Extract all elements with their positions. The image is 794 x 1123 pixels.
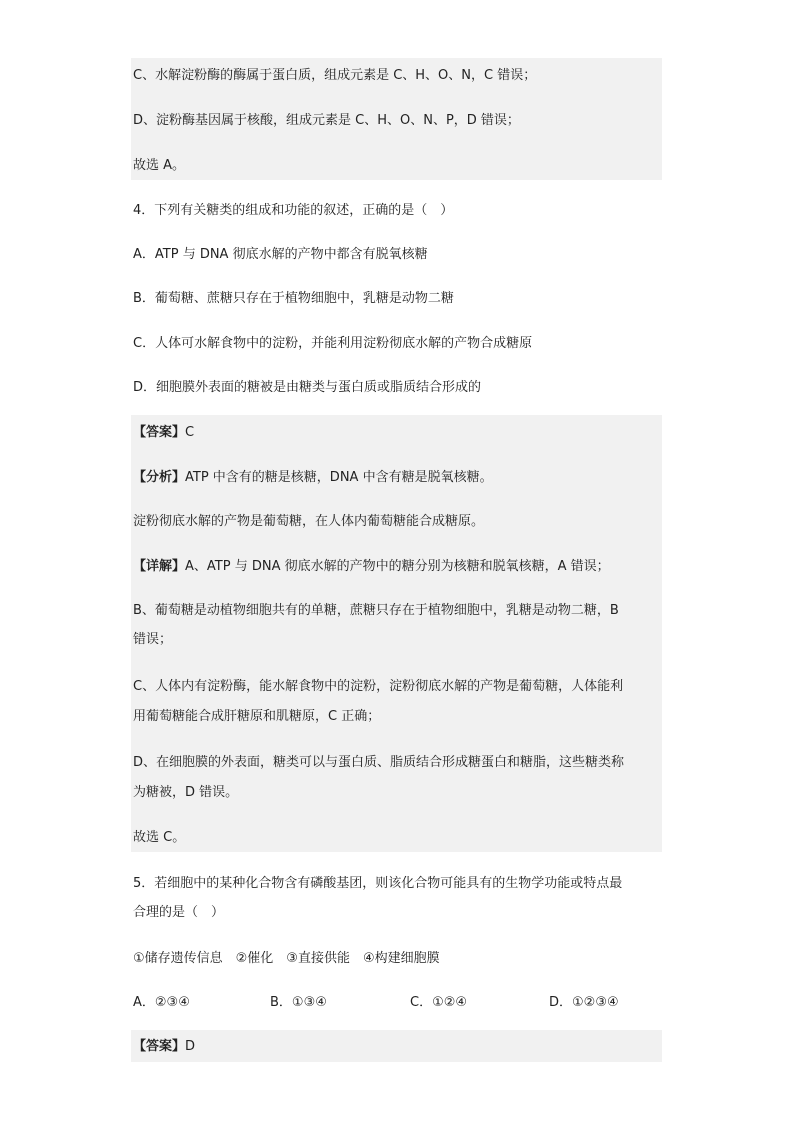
q4-analysis [133,469,493,487]
analysis-text: ATP 中含有的糖是核糖，DNA 中含有糖是脱氧核糖。 [185,470,493,485]
q4-answer [133,424,194,442]
answer-value: D [185,1039,196,1054]
q4-detail-d-line1: D、在细胞膜的外表面，糖类可以与蛋白质、脂质结合形成糖蛋白和糖脂，这些糖类称 [133,755,625,770]
q4-option-d: D．细胞膜外表面的糖被是由糖类与蛋白质或脂质结合形成的 [133,380,482,395]
q4-option-a: A．ATP 与 DNA 彻底水解的产物中都含有脱氧核糖 [133,247,428,262]
q4-option-c: C．人体可水解食物中的淀粉，并能利用淀粉彻底水解的产物合成糖原 [133,336,533,351]
q4-detail-a [133,558,610,576]
q4-option-b: B．葡萄糖、蔗糖只存在于植物细胞中，乳糖是动物二糖 [133,291,454,306]
q3-detail-d: D、淀粉酶基因属于核酸，组成元素是 C、H、O、N、P，D 错误； [133,113,520,128]
q3-conclusion: 故选 A。 [133,158,186,173]
q3-detail-c: C、水解淀粉酶的酶属于蛋白质，组成元素是 C、H、O、N，C 错误； [133,68,537,83]
q4-conclusion: 故选 C。 [133,830,186,845]
answer-tag: 【答案】 [133,425,186,440]
q4-analysis-2: 淀粉彻底水解的产物是葡萄糖，在人体内葡萄糖能合成糖原。 [133,514,485,529]
q5-answer [133,1038,195,1056]
q4-detail-b-line1: B、葡萄糖是动植物细胞共有的单糖，蔗糖只存在于植物细胞中，乳糖是动物二糖，B [133,603,619,618]
q5-option-a: A．②③④ [133,995,190,1010]
answer-tag: 【答案】 [133,1039,186,1054]
detail-text: A、ATP 与 DNA 彻底水解的产物中的糖分别为核糖和脱氧核糖，A 错误； [185,559,610,574]
q5-stem-line1: 5．若细胞中的某种化合物含有磷酸基团，则该化合物可能具有的生物学功能或特点最 [133,876,623,891]
q5-option-d: D．①②③④ [549,995,619,1010]
q5-items: ①储存遗传信息 ②催化 ③直接供能 ④构建细胞膜 [133,951,440,966]
q4-detail-b-line2: 错误； [133,632,173,647]
detail-tag: 【详解】 [133,559,186,574]
q4-detail-c-line1: C、人体内有淀粉酶，能水解食物中的淀粉，淀粉彻底水解的产物是葡萄糖，人体能利 [133,679,624,694]
q4-detail-c-line2: 用葡萄糖能合成肝糖原和肌糖原，C 正确； [133,709,381,724]
q5-stem-line2: 合理的是（ ） [133,905,225,920]
q5-solution-block [131,1030,662,1062]
analysis-tag: 【分析】 [133,470,186,485]
q5-option-b: B．①③④ [270,995,327,1010]
answer-value: C [185,425,195,440]
q5-option-c: C．①②④ [410,995,468,1010]
q4-stem: 4．下列有关糖类的组成和功能的叙述，正确的是（ ） [133,203,454,218]
q4-detail-d-line2: 为糖被，D 错误。 [133,785,239,800]
